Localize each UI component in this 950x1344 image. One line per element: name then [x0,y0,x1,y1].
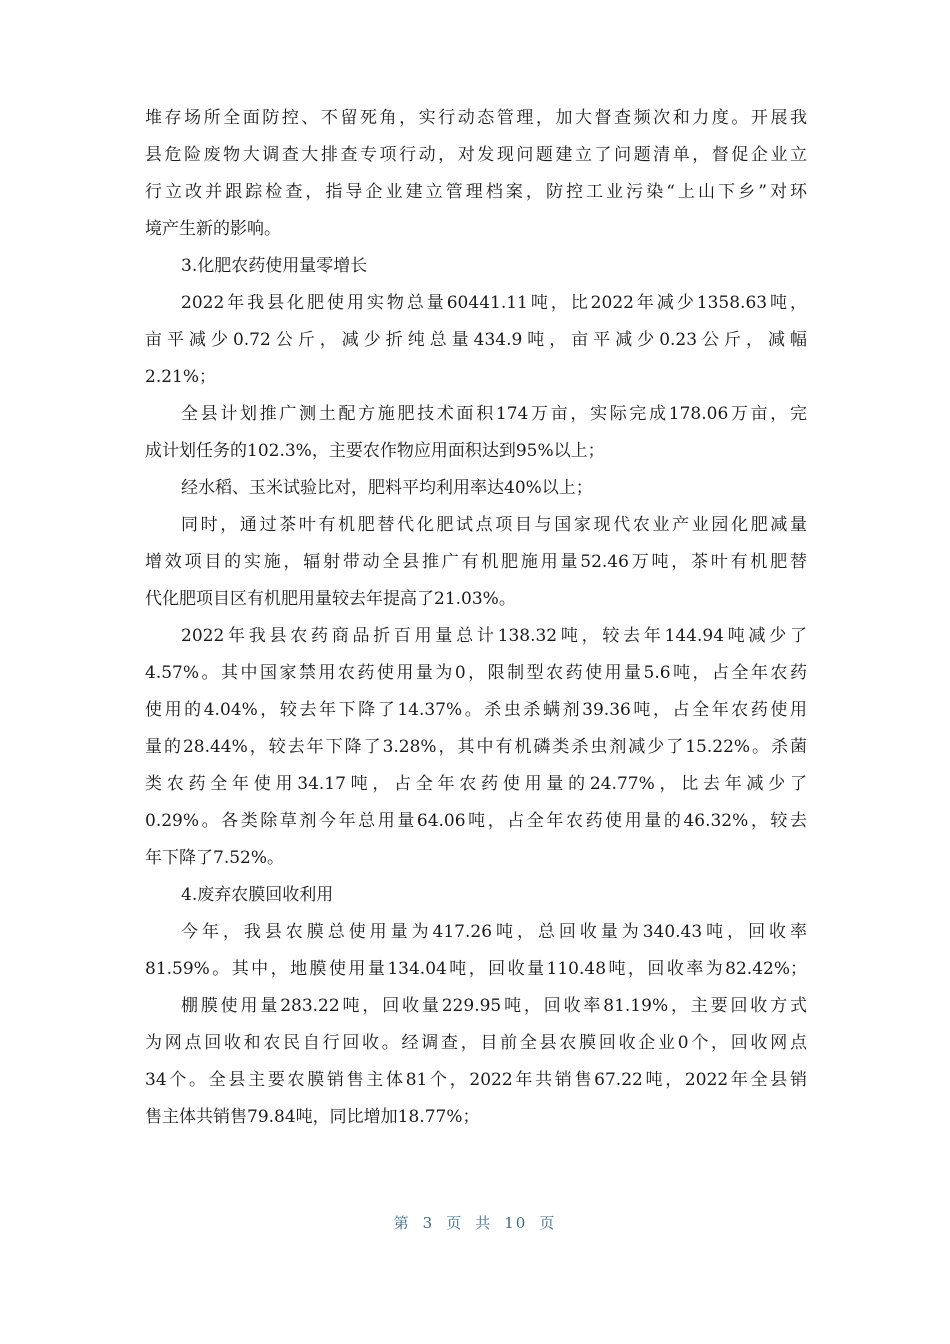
footer-label: 第 [393,1214,411,1232]
section-heading: 4.废弃农膜回收利用 [181,885,334,905]
footer-label: 页 [539,1214,557,1232]
text-line: 量的28.44%，较去年下降了3.28%，其中有机磷类杀虫剂减少了15.22%。杀菌 [145,737,807,757]
text-line: 堆存场所全面防控、不留死角，实行动态管理，加大督查频次和力度。开展我 [145,108,807,128]
text-line: 全县计划推广测土配方施肥技术面积174万亩，实际完成178.06万亩，完 [181,404,807,424]
text-line: 亩平减少0.72公斤，减少折纯总量434.9吨，亩平减少0.23公斤，减幅 [145,330,807,350]
text-line: 0.29%。各类除草剂今年总用量64.06吨，占全年农药使用量的46.32%，较去 [145,811,807,831]
text-line: 同时，通过茶叶有机肥替代化肥试点项目与国家现代农业产业园化肥减量 [181,515,807,535]
current-page-number: 3 [422,1214,435,1232]
text-line: 代化肥项目区有机肥用量较去年提高了21.03%。 [145,589,516,609]
text-line: 81.59%。其中，地膜使用量134.04吨，回收量110.48吨，回收率为82.42%； [145,959,807,979]
text-line: 成计划任务的102.3%，主要农作物应用面积达到95%以上； [145,441,605,461]
footer-label: 共 [475,1214,493,1232]
text-line: 使用的4.04%，较去年下降了14.37%。杀虫杀螨剂39.36吨，占全年农药使用 [145,700,807,720]
text-line: 2022年我县农药商品折百用量总计138.32吨，较去年144.94吨减少了 [181,626,807,646]
text-line: 4.57%。其中国家禁用农药使用量为0，限制型农药使用量5.6吨，占全年农药 [145,663,807,683]
text-line: 年下降了7.52%。 [145,848,285,868]
text-line: 2.21%； [145,367,217,387]
text-line: 为网点回收和农民自行回收。经调查，目前全县农膜回收企业0个，回收网点 [145,1033,807,1053]
text-line: 增效项目的实施，辐射带动全县推广有机肥施用量52.46万吨，茶叶有机肥替 [145,552,807,572]
text-line: 今年，我县农膜总使用量为417.26吨，总回收量为340.43吨，回收率 [181,922,807,942]
text-line: 棚膜使用量283.22吨，回收量229.95吨，回收率81.19%，主要回收方式 [181,996,807,1016]
total-pages-number: 10 [504,1214,528,1232]
text-line: 2022年我县化肥使用实物总量60441.11吨，比2022年减少1358.63吨， [181,293,807,313]
section-heading: 3.化肥农药使用量零增长 [181,256,368,276]
footer-label: 页 [446,1214,464,1232]
text-line: 行立改并跟踪检查，指导企业建立管理档案，防控工业污染“上山下乡”对环 [145,182,807,202]
page-footer [0,1212,950,1233]
text-line: 类农药全年使用34.17吨，占全年农药使用量的24.77%，比去年减少了 [145,774,807,794]
text-line: 境产生新的影响。 [145,219,281,239]
text-line: 县危险废物大调查大排查专项行动，对发现问题建立了问题清单，督促企业立 [145,145,807,165]
text-line: 经水稻、玉米试验比对，肥料平均利用率达40%以上； [181,478,593,498]
document-body [145,100,807,1136]
text-line: 34个。全县主要农膜销售主体81个，2022年共销售67.22吨，2022年全县销 [145,1070,807,1090]
text-line: 售主体共销售79.84吨，同比增加18.77%； [145,1107,480,1127]
